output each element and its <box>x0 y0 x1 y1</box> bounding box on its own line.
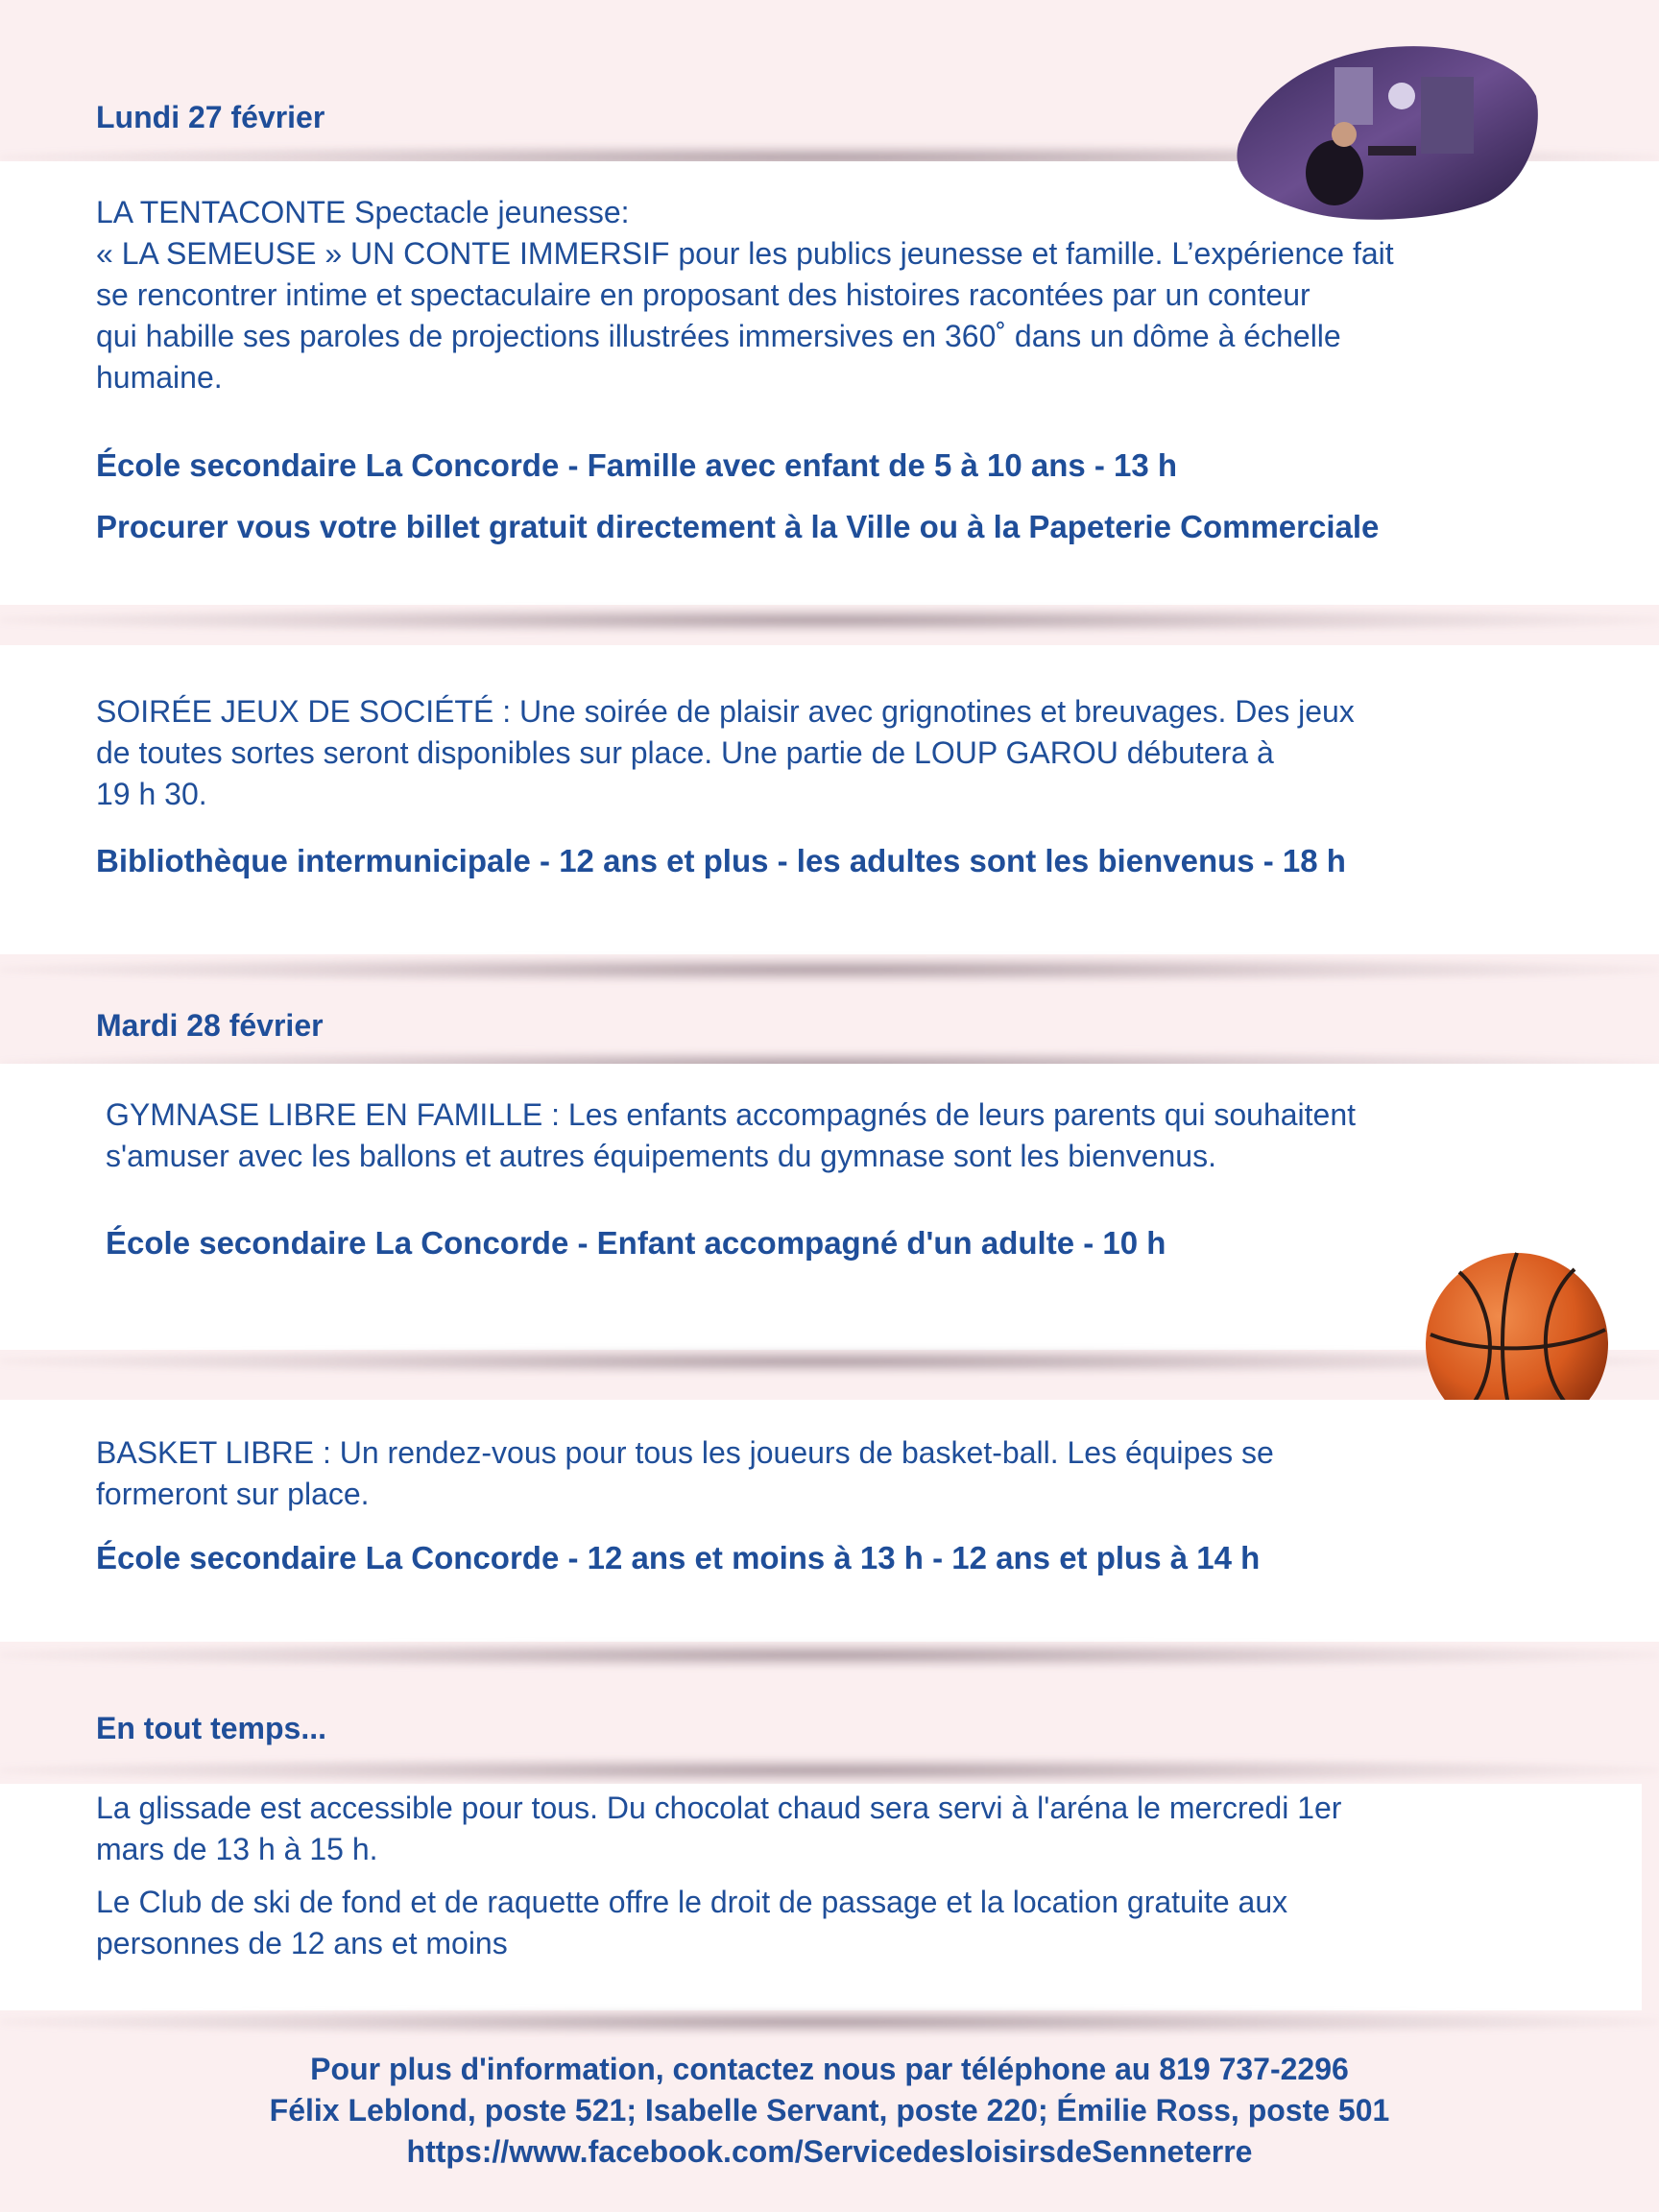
text-line: de toutes sortes seront disponibles sur place. Une partie de LOUP GAROU débutera à <box>96 735 1274 770</box>
heading-en-tout-temps: En tout temps... <box>96 1711 326 1745</box>
event-info-tentaconte: École secondaire La Concorde - Famille avec enfant de 5 à 10 ans - 13 h <box>96 447 1178 483</box>
day-heading-monday: Lundi 27 février <box>96 100 325 134</box>
text-line: formeront sur place. <box>96 1477 370 1511</box>
event-description-gymnase <box>106 1094 1642 1177</box>
info-paragraph-ski <box>96 1882 1632 1964</box>
footer-facebook-link[interactable]: https://www.facebook.com/ServicedesloisirsdeSenneterre <box>406 2134 1253 2169</box>
text-line: BASKET LIBRE : Un rendez-vous pour tous les joueurs de basket-ball. Les équipes se <box>96 1435 1274 1470</box>
ticket-info: Procurer vous votre billet gratuit directement à la Ville ou à la Papeterie Commerciale <box>96 509 1380 544</box>
text-line: La glissade est accessible pour tous. Du chocolat chaud sera servi à l'aréna le mercredi 1er <box>96 1791 1342 1825</box>
text-line: s'amuser avec les ballons et autres équipements du gymnase sont les bienvenus. <box>106 1139 1216 1173</box>
info-paragraph-glissade <box>96 1788 1632 1870</box>
text-line: GYMNASE LIBRE EN FAMILLE : Les enfants accompagnés de leurs parents qui souhaitent <box>106 1097 1357 1132</box>
footer-contacts: Félix Leblond, poste 521; Isabelle Servant, poste 220; Émilie Ross, poste 501 <box>269 2093 1390 2128</box>
text-line: personnes de 12 ans et moins <box>96 1926 508 1960</box>
divider <box>0 1642 1659 1669</box>
text-line: mars de 13 h à 15 h. <box>96 1832 378 1866</box>
text-line: se rencontrer intime et spectaculaire en proposant des histoires racontées par un conteur <box>96 277 1310 312</box>
text-line: Le Club de ski de fond et de raquette offre le droit de passage et la location gratuite aux <box>96 1885 1288 1919</box>
text-line: humaine. <box>96 360 223 395</box>
divider <box>0 1757 1659 1784</box>
event-info-basket: École secondaire La Concorde - 12 ans et moins à 13 h - 12 ans et plus à 14 h <box>96 1540 1261 1575</box>
event-description-jeux <box>96 691 1632 815</box>
divider <box>0 2008 1659 2035</box>
day-heading-tuesday: Mardi 28 février <box>96 1008 324 1043</box>
footer-phone: Pour plus d'information, contactez nous par téléphone au 819 737-2296 <box>310 2052 1349 2086</box>
event-description-basket <box>96 1432 1536 1515</box>
text-line: « LA SEMEUSE » UN CONTE IMMERSIF pour les publics jeunesse et famille. L’expérience fait <box>96 236 1394 271</box>
storyteller-image <box>1219 38 1546 226</box>
text-line: SOIRÉE JEUX DE SOCIÉTÉ : Une soirée de plaisir avec grignotines et breuvages. Des jeux <box>96 694 1355 729</box>
divider <box>0 956 1659 983</box>
divider <box>0 607 1659 634</box>
footer-contact <box>0 2049 1659 2173</box>
text-line: 19 h 30. <box>96 777 207 811</box>
divider <box>0 1348 1659 1375</box>
text-line: qui habille ses paroles de projections illustrées immersives en 360˚ dans un dôme à échelle <box>96 319 1341 353</box>
text-line: LA TENTACONTE Spectacle jeunesse: <box>96 195 630 229</box>
event-info-jeux: Bibliothèque intermunicipale - 12 ans et plus - les adultes sont les bienvenus - 18 h <box>96 843 1346 878</box>
event-info-gymnase: École secondaire La Concorde - Enfant accompagné d'un adulte - 10 h <box>106 1225 1166 1261</box>
